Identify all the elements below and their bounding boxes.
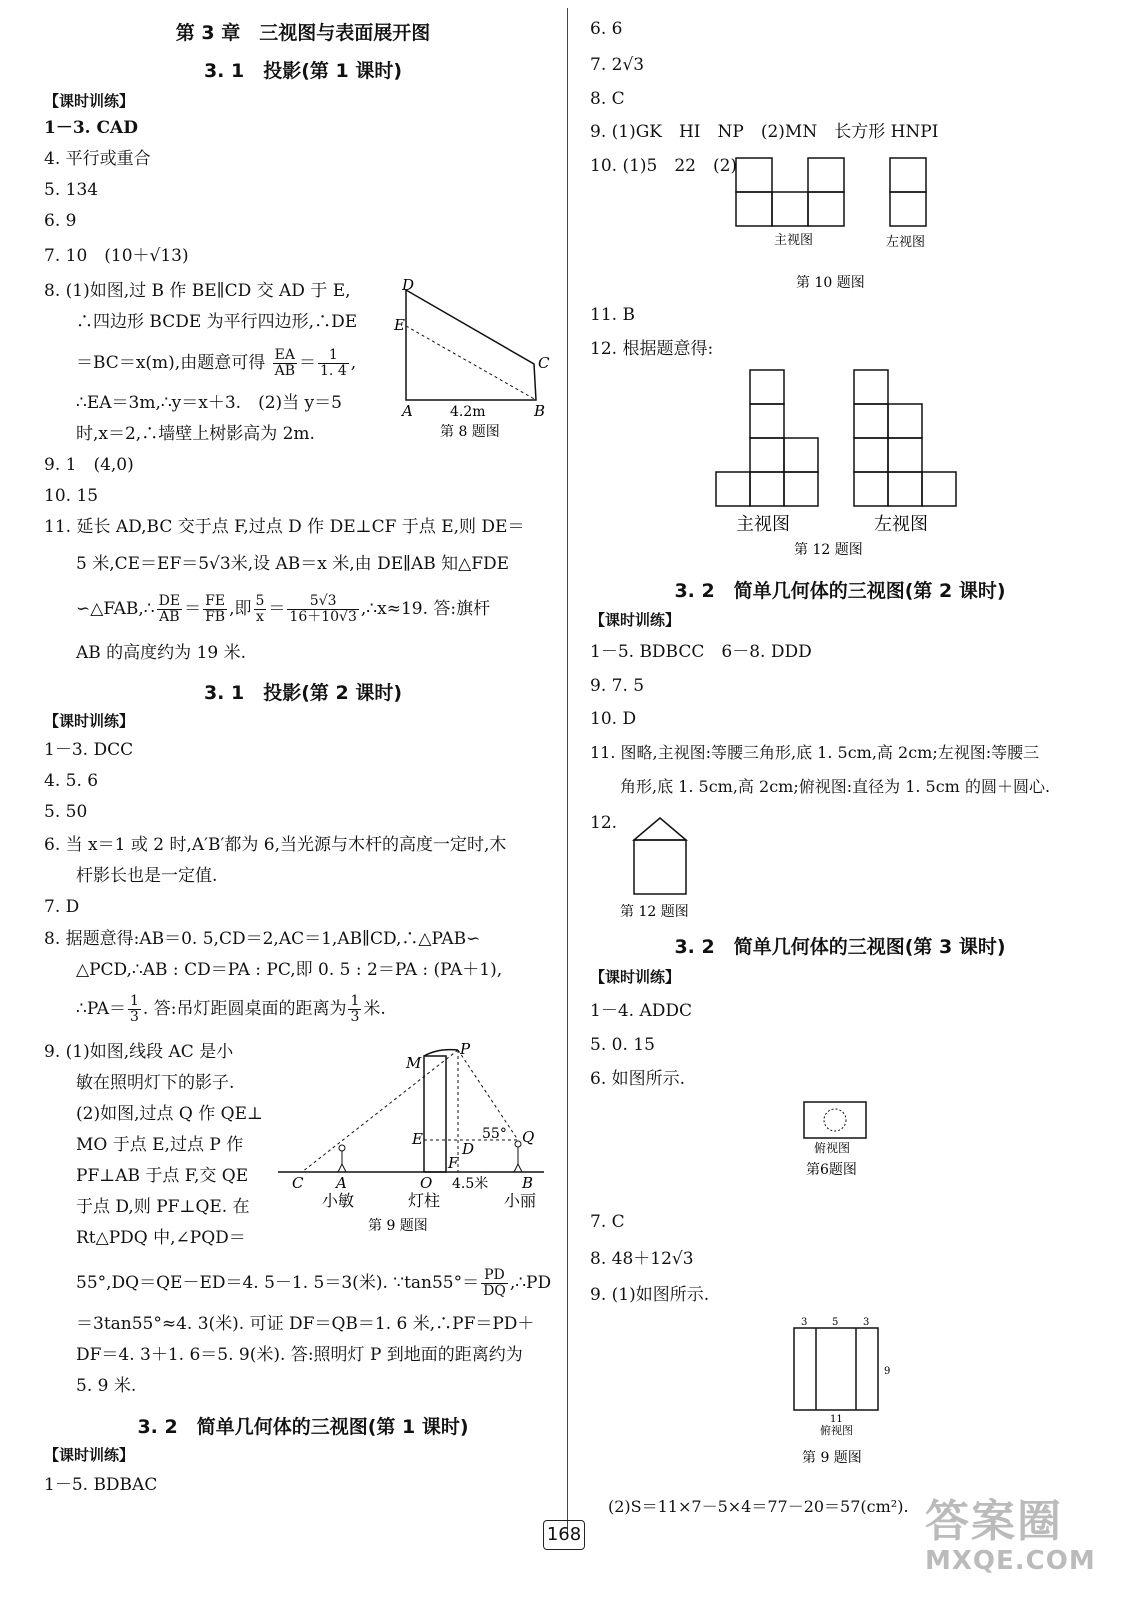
fraction: $\frac{DE}{AB}$ [158, 593, 181, 625]
answer-line: 9. 7. 5 [590, 676, 645, 696]
answer-line: ∴四边形 BCDE 为平行四边形,∴DE [76, 312, 358, 332]
answer-line: 11. B [590, 305, 635, 325]
section-tag: 【课时训练】 [590, 968, 681, 986]
answer-line: DF＝4. 3＋1. 6＝5. 9(米). 答:照明灯 P 到地面的距离约为 [76, 1345, 523, 1365]
answer-line: 55°,DQ＝QE－ED＝4. 5－1. 5＝3(米). ∵tan55°＝ $\frac{PD}{DQ}$ ,∴PD [76, 1267, 552, 1299]
figure-6 [800, 1100, 880, 1184]
section-title: 3. 2 简单几何体的三视图(第 1 课时) [137, 1416, 469, 1438]
dim-label: 3 [801, 1317, 808, 1328]
figure-caption: 第6题图 [806, 1162, 857, 1178]
label-c: C [292, 1174, 304, 1192]
answer-line: 杆影长也是一定值. [76, 866, 218, 886]
fraction: $\frac{FE}{FB}$ [205, 593, 226, 625]
section-title: 3. 1 投影(第 2 课时) [203, 682, 403, 704]
dim-label: 5 [832, 1317, 839, 1328]
answer-line: 于点 D,则 PF⊥QE. 在 [76, 1197, 250, 1217]
label-e: E [412, 1130, 423, 1148]
answer-line: 6. 当 x＝1 或 2 时,A′B′都为 6,当光源与木杆的高度一定时,木 [44, 835, 507, 855]
label-b: B [534, 402, 546, 420]
pole-label: 灯柱 [408, 1191, 441, 1210]
section-tag: 【课时训练】 [44, 1446, 135, 1464]
answer-line: 8. 据题意得:AB＝0. 5,CD＝2,AC＝1,AB∥CD,∴△PAB∽ [44, 929, 481, 949]
answer-line: 角形,底 1. 5cm,高 2cm;俯视图:直径为 1. 5cm 的圆＋圆心. [620, 777, 1051, 796]
figure-9-net [786, 1316, 906, 1470]
label-m: M [406, 1054, 422, 1072]
answer-line: ∴PA＝ $\frac{1}{3}$ . 答:吊灯距圆桌面的距离为 $\frac{1}{3}$ 米. [76, 993, 386, 1025]
fraction: $\frac{1}{1. 4}$ [320, 347, 347, 379]
label-f: F [448, 1154, 459, 1172]
answer-line: Rt△PDQ 中,∠PQD＝ [76, 1228, 246, 1248]
answer-line: 9. (1)GK HI NP (2)MN 长方形 HNPI [590, 122, 939, 142]
answer-line: 12. [590, 813, 618, 833]
answer-line: 6. 6 [590, 19, 623, 39]
view-label: 俯视图 [814, 1141, 851, 1155]
section-title: 3. 1 投影(第 1 课时) [203, 60, 403, 82]
section-tag: 【课时训练】 [590, 611, 681, 629]
section-tag: 【课时训练】 [44, 92, 135, 110]
answer-line: 6. 9 [44, 211, 77, 231]
label-o: O [420, 1174, 433, 1192]
figure-8 [390, 276, 550, 446]
answer-line: 11. 图略,主视图:等腰三角形,底 1. 5cm,高 2cm;左视图:等腰三 [590, 743, 1040, 762]
answer-line: ＝3tan55°≈4. 3(米). 可证 DF＝QB＝1. 6 米,∴PF＝PD＋ [76, 1314, 535, 1334]
answer-line: △PCD,∴AB : CD＝PA : PC,即 0. 5 : 2＝PA : (PA＋1), [76, 960, 503, 980]
label-d: D [462, 1140, 475, 1158]
answer-line: 10. D [590, 709, 637, 729]
figure-caption: 第 10 题图 [796, 275, 865, 291]
column-divider [567, 8, 568, 1538]
answer-line: ∽△FAB,∴ $\frac{DE}{AB}$ ＝ $\frac{FE}{FB}$ ,即 $\frac{5}{x}$ ＝ $\frac{5√3}{16+10√3}$ ,∴x≈19. 答:旗杆 [76, 593, 491, 625]
view-label: 左视图 [886, 235, 926, 250]
figure-caption: 第 12 题图 [794, 542, 863, 558]
fraction: $\frac{5√3}{16+10√3}$ [289, 593, 357, 625]
answer-line: 5. 0. 15 [590, 1035, 655, 1055]
answer-line: 10. 15 [44, 486, 99, 506]
fraction: $\frac{1}{3}$ [350, 993, 360, 1025]
answer-line: 9. 1 (4,0) [44, 455, 134, 475]
chapter-title: 第 3 章 三视图与表面展开图 [175, 22, 431, 44]
answer-line: PF⊥AB 于点 F,交 QE [76, 1166, 249, 1186]
answer-line: 1－5. BDBAC [44, 1475, 158, 1495]
answer-line: 4. 5. 6 [44, 771, 99, 791]
answer-line: AB 的高度约为 19 米. [76, 643, 247, 663]
answer-line: 5. 9 米. [76, 1376, 137, 1396]
figure-12 [714, 366, 974, 562]
figure-caption: 第 9 题图 [802, 1450, 862, 1466]
view-label: 左视图 [874, 514, 928, 535]
person-label: 小丽 [504, 1191, 537, 1210]
answer-line: 9. (1)如图所示. [590, 1285, 710, 1305]
answer-line: 9. (1)如图,线段 AC 是小 [44, 1042, 234, 1062]
dim-label: 3 [863, 1317, 870, 1328]
page-number: 168 [543, 1520, 585, 1550]
answer-line: 7. 10 (10＋√13) [44, 246, 189, 266]
answer-line: 10. (1)5 22 (2) [590, 156, 738, 176]
label-a: A [336, 1174, 347, 1192]
answer-line: 5 米,CE＝EF＝5√3米,设 AB＝x 米,由 DE∥AB 知△FDE [76, 554, 510, 574]
figure-9 [278, 1040, 550, 1240]
label-p: P [460, 1040, 471, 1058]
answer-line: 1－5. BDBCC 6－8. DDD [590, 642, 812, 662]
answer-line: 敏在照明灯下的影子. [76, 1073, 235, 1093]
answer-line: (2)S＝11×7－5×4＝77－20＝57(cm²). [608, 1497, 909, 1516]
answer-line: 7. 2√3 [590, 55, 645, 75]
label-d: D [402, 276, 415, 294]
fraction: $\frac{PD}{DQ}$ [483, 1267, 506, 1299]
figure-caption: 第 9 题图 [368, 1218, 428, 1234]
answer-line: 1－4. ADDC [590, 1001, 692, 1021]
fraction: $\frac{EA}{AB}$ [274, 347, 296, 379]
answer-line: 7. C [590, 1212, 625, 1232]
distance-label: 4.5米 [452, 1176, 489, 1192]
label-q: Q [522, 1128, 535, 1146]
dim-label: 11 [830, 1414, 843, 1425]
answer-line: 时,x＝2,∴墙壁上树影高为 2m. [76, 424, 315, 444]
watermark-text: 答案圈 [925, 1496, 1063, 1547]
watermark-logo [925, 1498, 1096, 1576]
person-label: 小敏 [322, 1191, 355, 1210]
length-label: 4.2m [450, 404, 486, 420]
answer-line: 6. 如图所示. [590, 1069, 686, 1089]
section-title: 3. 2 简单几何体的三视图(第 2 课时) [674, 580, 1006, 602]
watermark-url: MXQE.COM [925, 1546, 1096, 1576]
answer-line: ＝BC＝x(m),由题意可得 $\frac{EA}{AB}$ ＝ $\frac{1}{1. 4}$ , [76, 347, 357, 379]
view-label: 主视图 [774, 233, 814, 248]
angle-label: 55° [482, 1126, 507, 1142]
answer-line: (2)如图,过点 Q 作 QE⊥ [76, 1104, 263, 1124]
answer-line: ∴EA＝3m,∴y＝x＋3. (2)当 y＝5 [76, 393, 342, 413]
section-tag: 【课时训练】 [44, 712, 135, 730]
label-c: C [538, 354, 550, 372]
view-label: 主视图 [736, 514, 790, 535]
answer-line: 8. (1)如图,过 B 作 BE∥CD 交 AD 于 E, [44, 281, 351, 301]
answer-line: 4. 平行或重合 [44, 149, 151, 169]
answer-line: 8. 48＋12√3 [590, 1249, 694, 1269]
answer-line: 7. D [44, 897, 80, 917]
answer-line: MO 于点 E,过点 P 作 [76, 1135, 244, 1155]
dim-label: 9 [884, 1366, 891, 1377]
label-a: A [402, 402, 413, 420]
answer-line: 1－3. DCC [44, 740, 134, 760]
view-label: 俯视图 [820, 1424, 853, 1437]
figure-caption: 第 8 题图 [440, 424, 500, 440]
answer-line: 12. 根据题意得: [590, 339, 714, 359]
fraction: $\frac{5}{x}$ [255, 593, 265, 625]
answer-line: 8. C [590, 89, 625, 109]
section-title: 3. 2 简单几何体的三视图(第 3 课时) [674, 936, 1006, 958]
answer-line: 11. 延长 AD,BC 交于点 F,过点 D 作 DE⊥CF 于点 E,则 DE＝ [44, 517, 525, 537]
figure-12-house [620, 812, 740, 922]
figure-caption: 第 12 题图 [620, 904, 689, 920]
figure-10 [730, 154, 990, 294]
answer-line: 5. 134 [44, 180, 99, 200]
answer-line: 5. 50 [44, 802, 88, 822]
label-b: B [522, 1174, 534, 1192]
label-e: E [394, 316, 405, 334]
answer-line: 1－3. CAD [44, 118, 138, 138]
fraction: $\frac{1}{3}$ [129, 993, 139, 1025]
